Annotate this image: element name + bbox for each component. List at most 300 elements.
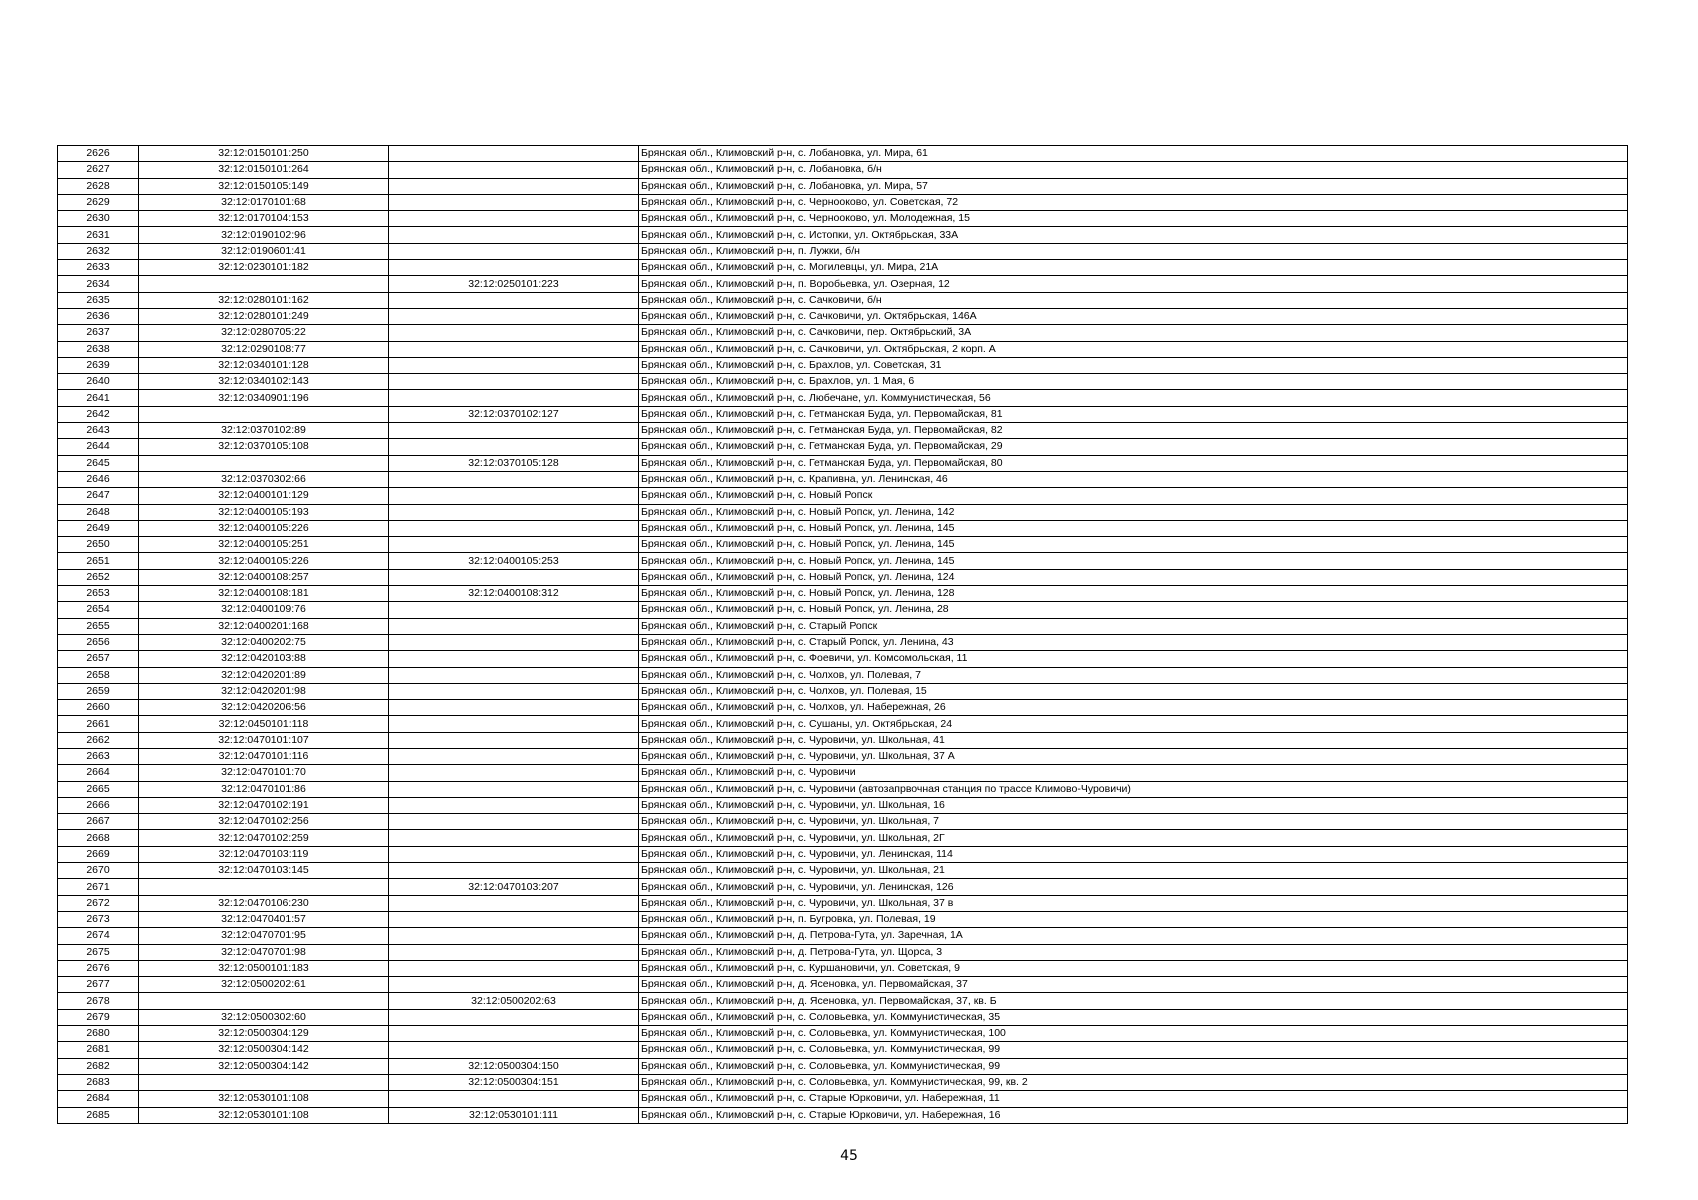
row-number-cell: 2638 [58, 341, 139, 357]
row-number-cell: 2675 [58, 944, 139, 960]
row-number-cell: 2679 [58, 1009, 139, 1025]
table-row [58, 439, 1628, 455]
cadastral-number-cell: 32:12:0470103:119 [139, 846, 389, 862]
cadastral-number-alt-cell [389, 390, 639, 406]
row-number-cell: 2667 [58, 814, 139, 830]
table-row [58, 928, 1628, 944]
address-cell: Брянская обл., Климовский р-н, с. Гетманская Буда, ул. Первомайская, 82 [639, 423, 1628, 439]
table-row [58, 634, 1628, 650]
row-number-cell: 2647 [58, 488, 139, 504]
row-number-cell: 2627 [58, 162, 139, 178]
table-row [58, 553, 1628, 569]
address-cell: Брянская обл., Климовский р-н, с. Чуровичи, ул. Ленинская, 126 [639, 879, 1628, 895]
cadastral-number-alt-cell [389, 520, 639, 536]
cadastral-number-cell: 32:12:0370102:89 [139, 423, 389, 439]
address-cell: Брянская обл., Климовский р-н, с. Брахлов, ул. Советская, 31 [639, 357, 1628, 373]
row-number-cell: 2631 [58, 227, 139, 243]
table-row [58, 406, 1628, 422]
address-cell: Брянская обл., Климовский р-н, п. Бугровка, ул. Полевая, 19 [639, 911, 1628, 927]
cadastral-number-alt-cell [389, 146, 639, 162]
row-number-cell: 2659 [58, 683, 139, 699]
table-row [58, 292, 1628, 308]
cadastral-number-cell: 32:12:0500202:61 [139, 977, 389, 993]
cadastral-number-alt-cell [389, 683, 639, 699]
row-number-cell: 2632 [58, 243, 139, 259]
table-row [58, 488, 1628, 504]
table-row [58, 162, 1628, 178]
address-cell: Брянская обл., Климовский р-н, с. Соловьевка, ул. Коммунистическая, 99 [639, 1058, 1628, 1074]
cadastral-number-alt-cell [389, 308, 639, 324]
cadastral-number-cell: 32:12:0530101:108 [139, 1107, 389, 1123]
row-number-cell: 2650 [58, 537, 139, 553]
row-number-cell: 2674 [58, 928, 139, 944]
cadastral-number-cell [139, 1074, 389, 1090]
address-cell: Брянская обл., Климовский р-н, с. Лобановка, ул. Мира, 61 [639, 146, 1628, 162]
cadastral-number-cell: 32:12:0470102:191 [139, 797, 389, 813]
cadastral-number-alt-cell: 32:12:0500202:63 [389, 993, 639, 1009]
address-cell: Брянская обл., Климовский р-н, с. Гетманская Буда, ул. Первомайская, 29 [639, 439, 1628, 455]
address-cell: Брянская обл., Климовский р-н, с. Брахлов, ул. 1 Мая, 6 [639, 374, 1628, 390]
address-cell: Брянская обл., Климовский р-н, с. Чернооково, ул. Молодежная, 15 [639, 211, 1628, 227]
table-row [58, 700, 1628, 716]
cadastral-number-cell: 32:12:0340102:143 [139, 374, 389, 390]
table-row [58, 1026, 1628, 1042]
row-number-cell: 2684 [58, 1091, 139, 1107]
address-cell: Брянская обл., Климовский р-н, с. Соловьевка, ул. Коммунистическая, 99 [639, 1042, 1628, 1058]
table-row [58, 1074, 1628, 1090]
address-cell: Брянская обл., Климовский р-н, с. Старый Ропск [639, 618, 1628, 634]
cadastral-number-cell: 32:12:0370105:108 [139, 439, 389, 455]
address-cell: Брянская обл., Климовский р-н, с. Чуровичи, ул. Школьная, 16 [639, 797, 1628, 813]
cadastral-number-cell: 32:12:0170104:153 [139, 211, 389, 227]
address-cell: Брянская обл., Климовский р-н, с. Сушаны, ул. Октябрьская, 24 [639, 716, 1628, 732]
row-number-cell: 2635 [58, 292, 139, 308]
table-row [58, 1091, 1628, 1107]
row-number-cell: 2676 [58, 960, 139, 976]
cadastral-number-cell: 32:12:0290108:77 [139, 341, 389, 357]
cadastral-number-cell [139, 406, 389, 422]
address-cell: Брянская обл., Климовский р-н, п. Лужки, б/н [639, 243, 1628, 259]
row-number-cell: 2663 [58, 748, 139, 764]
table-row [58, 537, 1628, 553]
row-number-cell: 2626 [58, 146, 139, 162]
address-cell: Брянская обл., Климовский р-н, с. Лобановка, ул. Мира, 57 [639, 178, 1628, 194]
cadastral-number-cell: 32:12:0400101:129 [139, 488, 389, 504]
cadastral-number-alt-cell [389, 194, 639, 210]
address-cell: Брянская обл., Климовский р-н, д. Ясеновка, ул. Первомайская, 37, кв. Б [639, 993, 1628, 1009]
cadastral-number-cell: 32:12:0420103:88 [139, 651, 389, 667]
cadastral-number-cell: 32:12:0340901:196 [139, 390, 389, 406]
address-cell: Брянская обл., Климовский р-н, с. Чолхов, ул. Полевая, 15 [639, 683, 1628, 699]
table-row [58, 243, 1628, 259]
address-cell: Брянская обл., Климовский р-н, с. Куршановичи, ул. Советская, 9 [639, 960, 1628, 976]
table-row [58, 797, 1628, 813]
row-number-cell: 2680 [58, 1026, 139, 1042]
cadastral-number-alt-cell: 32:12:0500304:150 [389, 1058, 639, 1074]
row-number-cell: 2661 [58, 716, 139, 732]
table-row [58, 520, 1628, 536]
table-row [58, 504, 1628, 520]
cadastral-number-cell: 32:12:0470106:230 [139, 895, 389, 911]
cadastral-number-cell: 32:12:0470101:86 [139, 781, 389, 797]
address-cell: Брянская обл., Климовский р-н, с. Старый Ропск, ул. Ленина, 43 [639, 634, 1628, 650]
table-row [58, 618, 1628, 634]
table-row [58, 260, 1628, 276]
cadastral-number-cell: 32:12:0470102:259 [139, 830, 389, 846]
address-cell: Брянская обл., Климовский р-н, с. Старые Юрковичи, ул. Набережная, 11 [639, 1091, 1628, 1107]
cadastral-number-cell: 32:12:0420201:98 [139, 683, 389, 699]
address-cell: Брянская обл., Климовский р-н, с. Чуровичи, ул. Школьная, 37 А [639, 748, 1628, 764]
cadastral-number-cell: 32:12:0470701:95 [139, 928, 389, 944]
cadastral-number-cell: 32:12:0230101:182 [139, 260, 389, 276]
table-row [58, 781, 1628, 797]
cadastral-number-alt-cell [389, 863, 639, 879]
table-row [58, 194, 1628, 210]
cadastral-number-cell: 32:12:0470101:107 [139, 732, 389, 748]
address-cell: Брянская обл., Климовский р-н, с. Чуровичи [639, 765, 1628, 781]
table-row [58, 276, 1628, 292]
cadastral-number-alt-cell [389, 846, 639, 862]
table-row [58, 211, 1628, 227]
row-number-cell: 2678 [58, 993, 139, 1009]
page-number: 45 [840, 1148, 858, 1164]
cadastral-number-cell [139, 879, 389, 895]
row-number-cell: 2672 [58, 895, 139, 911]
row-number-cell: 2643 [58, 423, 139, 439]
row-number-cell: 2682 [58, 1058, 139, 1074]
cadastral-number-alt-cell [389, 178, 639, 194]
cadastral-number-alt-cell [389, 602, 639, 618]
address-cell: Брянская обл., Климовский р-н, с. Новый Ропск, ул. Ленина, 145 [639, 537, 1628, 553]
table-row [58, 455, 1628, 471]
address-cell: Брянская обл., Климовский р-н, с. Соловьевка, ул. Коммунистическая, 35 [639, 1009, 1628, 1025]
row-number-cell: 2628 [58, 178, 139, 194]
row-number-cell: 2652 [58, 569, 139, 585]
table-row [58, 569, 1628, 585]
address-cell: Брянская обл., Климовский р-н, с. Крапивна, ул. Ленинская, 46 [639, 471, 1628, 487]
row-number-cell: 2658 [58, 667, 139, 683]
row-number-cell: 2633 [58, 260, 139, 276]
address-cell: Брянская обл., Климовский р-н, с. Старые Юрковичи, ул. Набережная, 16 [639, 1107, 1628, 1123]
cadastral-number-alt-cell: 32:12:0370102:127 [389, 406, 639, 422]
cadastral-number-alt-cell [389, 504, 639, 520]
cadastral-number-cell: 32:12:0150101:264 [139, 162, 389, 178]
address-cell: Брянская обл., Климовский р-н, с. Чуровичи, ул. Школьная, 21 [639, 863, 1628, 879]
cadastral-number-alt-cell [389, 471, 639, 487]
address-cell: Брянская обл., Климовский р-н, с. Гетманская Буда, ул. Первомайская, 81 [639, 406, 1628, 422]
cadastral-number-cell: 32:12:0400105:251 [139, 537, 389, 553]
address-cell: Брянская обл., Климовский р-н, с. Сачковичи, пер. Октябрьский, 3А [639, 325, 1628, 341]
cadastral-number-cell: 32:12:0400108:181 [139, 586, 389, 602]
address-cell: Брянская обл., Климовский р-н, с. Могилевцы, ул. Мира, 21А [639, 260, 1628, 276]
cadastral-number-cell: 32:12:0500304:142 [139, 1042, 389, 1058]
table-row [58, 960, 1628, 976]
cadastral-number-alt-cell [389, 944, 639, 960]
row-number-cell: 2665 [58, 781, 139, 797]
row-number-cell: 2639 [58, 357, 139, 373]
cadastral-number-cell: 32:12:0420206:56 [139, 700, 389, 716]
cadastral-number-cell: 32:12:0450101:118 [139, 716, 389, 732]
cadastral-number-alt-cell [389, 716, 639, 732]
cadastral-number-alt-cell [389, 357, 639, 373]
registry-body [58, 146, 1628, 1124]
row-number-cell: 2671 [58, 879, 139, 895]
cadastral-number-alt-cell [389, 977, 639, 993]
cadastral-number-alt-cell [389, 537, 639, 553]
table-row [58, 651, 1628, 667]
cadastral-number-alt-cell: 32:12:0400108:312 [389, 586, 639, 602]
address-cell: Брянская обл., Климовский р-н, с. Лобановка, б/н [639, 162, 1628, 178]
table-row [58, 146, 1628, 162]
cadastral-number-cell: 32:12:0400105:226 [139, 520, 389, 536]
row-number-cell: 2657 [58, 651, 139, 667]
cadastral-number-cell: 32:12:0500304:129 [139, 1026, 389, 1042]
address-cell: Брянская обл., Климовский р-н, с. Соловьевка, ул. Коммунистическая, 99, кв. 2 [639, 1074, 1628, 1090]
cadastral-number-alt-cell [389, 1026, 639, 1042]
cadastral-number-cell: 32:12:0150105:149 [139, 178, 389, 194]
row-number-cell: 2636 [58, 308, 139, 324]
cadastral-number-cell: 32:12:0150101:250 [139, 146, 389, 162]
table-row [58, 1058, 1628, 1074]
cadastral-number-cell: 32:12:0170101:68 [139, 194, 389, 210]
cadastral-number-alt-cell [389, 781, 639, 797]
cadastral-number-alt-cell [389, 667, 639, 683]
address-cell: Брянская обл., Климовский р-н, с. Чолхов, ул. Набережная, 26 [639, 700, 1628, 716]
cadastral-number-cell: 32:12:0370302:66 [139, 471, 389, 487]
address-cell: Брянская обл., Климовский р-н, с. Новый Ропск, ул. Ленина, 142 [639, 504, 1628, 520]
row-number-cell: 2660 [58, 700, 139, 716]
cadastral-number-cell: 32:12:0530101:108 [139, 1091, 389, 1107]
table-row [58, 1042, 1628, 1058]
cadastral-number-alt-cell [389, 960, 639, 976]
cadastral-number-cell: 32:12:0190601:41 [139, 243, 389, 259]
row-number-cell: 2640 [58, 374, 139, 390]
cadastral-number-cell: 32:12:0470101:70 [139, 765, 389, 781]
table-row [58, 846, 1628, 862]
row-number-cell: 2637 [58, 325, 139, 341]
table-row [58, 911, 1628, 927]
cadastral-number-cell: 32:12:0500302:60 [139, 1009, 389, 1025]
cadastral-number-cell: 32:12:0500101:183 [139, 960, 389, 976]
address-cell: Брянская обл., Климовский р-н, с. Гетманская Буда, ул. Первомайская, 80 [639, 455, 1628, 471]
cadastral-number-cell: 32:12:0400108:257 [139, 569, 389, 585]
row-number-cell: 2673 [58, 911, 139, 927]
cadastral-number-cell: 32:12:0470102:256 [139, 814, 389, 830]
table-row [58, 602, 1628, 618]
table-row [58, 814, 1628, 830]
row-number-cell: 2681 [58, 1042, 139, 1058]
row-number-cell: 2655 [58, 618, 139, 634]
row-number-cell: 2648 [58, 504, 139, 520]
cadastral-number-alt-cell [389, 634, 639, 650]
table-row [58, 357, 1628, 373]
table-row [58, 732, 1628, 748]
cadastral-number-alt-cell [389, 928, 639, 944]
cadastral-number-cell: 32:12:0400109:76 [139, 602, 389, 618]
row-number-cell: 2634 [58, 276, 139, 292]
row-number-cell: 2656 [58, 634, 139, 650]
row-number-cell: 2668 [58, 830, 139, 846]
row-number-cell: 2644 [58, 439, 139, 455]
table-row [58, 586, 1628, 602]
table-row [58, 879, 1628, 895]
cadastral-number-alt-cell: 32:12:0530101:111 [389, 1107, 639, 1123]
address-cell: Брянская обл., Климовский р-н, с. Новый Ропск, ул. Ленина, 28 [639, 602, 1628, 618]
row-number-cell: 2629 [58, 194, 139, 210]
cadastral-number-alt-cell [389, 374, 639, 390]
row-number-cell: 2683 [58, 1074, 139, 1090]
address-cell: Брянская обл., Климовский р-н, с. Чернооково, ул. Советская, 72 [639, 194, 1628, 210]
cadastral-number-alt-cell [389, 341, 639, 357]
cadastral-number-alt-cell [389, 325, 639, 341]
cadastral-number-alt-cell [389, 1009, 639, 1025]
address-cell: Брянская обл., Климовский р-н, д. Петрова-Гута, ул. Заречная, 1А [639, 928, 1628, 944]
cadastral-number-alt-cell [389, 732, 639, 748]
address-cell: Брянская обл., Климовский р-н, д. Петрова-Гута, ул. Щорса, 3 [639, 944, 1628, 960]
cadastral-number-cell: 32:12:0470103:145 [139, 863, 389, 879]
row-number-cell: 2669 [58, 846, 139, 862]
address-cell: Брянская обл., Климовский р-н, с. Чолхов, ул. Полевая, 7 [639, 667, 1628, 683]
row-number-cell: 2670 [58, 863, 139, 879]
table-row [58, 944, 1628, 960]
cadastral-number-alt-cell: 32:12:0400105:253 [389, 553, 639, 569]
table-row [58, 178, 1628, 194]
cadastral-number-alt-cell [389, 488, 639, 504]
cadastral-number-alt-cell [389, 651, 639, 667]
table-row [58, 716, 1628, 732]
address-cell: Брянская обл., Климовский р-н, с. Новый Ропск, ул. Ленина, 145 [639, 553, 1628, 569]
cadastral-number-cell: 32:12:0400105:193 [139, 504, 389, 520]
table-row [58, 748, 1628, 764]
address-cell: Брянская обл., Климовский р-н, с. Чуровичи, ул. Школьная, 7 [639, 814, 1628, 830]
address-cell: Брянская обл., Климовский р-н, с. Чуровичи, ул. Школьная, 37 в [639, 895, 1628, 911]
cadastral-number-cell: 32:12:0400105:226 [139, 553, 389, 569]
address-cell: Брянская обл., Климовский р-н, с. Новый Ропск, ул. Ленина, 128 [639, 586, 1628, 602]
cadastral-number-cell: 32:12:0280101:249 [139, 308, 389, 324]
cadastral-number-cell: 32:12:0400202:75 [139, 634, 389, 650]
row-number-cell: 2653 [58, 586, 139, 602]
cadastral-number-alt-cell [389, 895, 639, 911]
row-number-cell: 2685 [58, 1107, 139, 1123]
cadastral-number-alt-cell [389, 797, 639, 813]
row-number-cell: 2664 [58, 765, 139, 781]
table-row [58, 993, 1628, 1009]
table-row [58, 1107, 1628, 1123]
cadastral-number-alt-cell [389, 423, 639, 439]
row-number-cell: 2677 [58, 977, 139, 993]
table-row [58, 374, 1628, 390]
row-number-cell: 2654 [58, 602, 139, 618]
table-row [58, 683, 1628, 699]
address-cell: Брянская обл., Климовский р-н, с. Чуровичи, ул. Ленинская, 114 [639, 846, 1628, 862]
cadastral-number-alt-cell [389, 1091, 639, 1107]
address-cell: Брянская обл., Климовский р-н, с. Чуровичи, ул. Школьная, 2Г [639, 830, 1628, 846]
cadastral-number-cell: 32:12:0500304:142 [139, 1058, 389, 1074]
row-number-cell: 2642 [58, 406, 139, 422]
row-number-cell: 2646 [58, 471, 139, 487]
cadastral-number-cell: 32:12:0340101:128 [139, 357, 389, 373]
cadastral-number-alt-cell: 32:12:0250101:223 [389, 276, 639, 292]
cadastral-number-cell: 32:12:0400201:168 [139, 618, 389, 634]
row-number-cell: 2666 [58, 797, 139, 813]
cadastral-number-cell: 32:12:0280101:162 [139, 292, 389, 308]
cadastral-number-alt-cell [389, 243, 639, 259]
table-row [58, 423, 1628, 439]
address-cell: Брянская обл., Климовский р-н, с. Соловьевка, ул. Коммунистическая, 100 [639, 1026, 1628, 1042]
table-row [58, 471, 1628, 487]
cadastral-number-cell: 32:12:0470701:98 [139, 944, 389, 960]
cadastral-number-cell: 32:12:0280705:22 [139, 325, 389, 341]
table-row [58, 341, 1628, 357]
cadastral-number-alt-cell [389, 292, 639, 308]
address-cell: Брянская обл., Климовский р-н, д. Ясеновка, ул. Первомайская, 37 [639, 977, 1628, 993]
cadastral-number-alt-cell [389, 830, 639, 846]
address-cell: Брянская обл., Климовский р-н, с. Сачковичи, ул. Октябрьская, 2 корп. А [639, 341, 1628, 357]
table-row [58, 390, 1628, 406]
address-cell: Брянская обл., Климовский р-н, с. Чуровичи, ул. Школьная, 41 [639, 732, 1628, 748]
row-number-cell: 2645 [58, 455, 139, 471]
cadastral-number-alt-cell [389, 1042, 639, 1058]
cadastral-number-alt-cell [389, 911, 639, 927]
cadastral-number-alt-cell [389, 748, 639, 764]
cadastral-number-alt-cell [389, 439, 639, 455]
cadastral-number-cell: 32:12:0420201:89 [139, 667, 389, 683]
address-cell: Брянская обл., Климовский р-н, с. Истопки, ул. Октябрьская, 33А [639, 227, 1628, 243]
address-cell: Брянская обл., Климовский р-н, с. Сачковичи, б/н [639, 292, 1628, 308]
table-row [58, 1009, 1628, 1025]
table-row [58, 308, 1628, 324]
cadastral-number-alt-cell [389, 227, 639, 243]
cadastral-number-cell [139, 993, 389, 1009]
cadastral-number-cell: 32:12:0190102:96 [139, 227, 389, 243]
cadastral-number-alt-cell [389, 260, 639, 276]
address-cell: Брянская обл., Климовский р-н, с. Сачковичи, ул. Октябрьская, 146А [639, 308, 1628, 324]
table-row [58, 227, 1628, 243]
address-cell: Брянская обл., Климовский р-н, с. Новый Ропск, ул. Ленина, 145 [639, 520, 1628, 536]
cadastral-number-alt-cell [389, 569, 639, 585]
row-number-cell: 2651 [58, 553, 139, 569]
address-cell: Брянская обл., Климовский р-н, с. Любечане, ул. Коммунистическая, 56 [639, 390, 1628, 406]
address-cell: Брянская обл., Климовский р-н, с. Фоевичи, ул. Комсомольская, 11 [639, 651, 1628, 667]
table-row [58, 863, 1628, 879]
table-row [58, 667, 1628, 683]
registry-table [57, 145, 1628, 1124]
cadastral-number-alt-cell [389, 211, 639, 227]
row-number-cell: 2662 [58, 732, 139, 748]
table-row [58, 830, 1628, 846]
cadastral-number-alt-cell [389, 618, 639, 634]
table-row [58, 325, 1628, 341]
table-row [58, 977, 1628, 993]
table-row [58, 895, 1628, 911]
address-cell: Брянская обл., Климовский р-н, с. Чуровичи (автозапрвочная станция по трассе Климово-Чуровичи) [639, 781, 1628, 797]
cadastral-number-cell [139, 276, 389, 292]
address-cell: Брянская обл., Климовский р-н, с. Новый Ропск [639, 488, 1628, 504]
cadastral-number-cell: 32:12:0470101:116 [139, 748, 389, 764]
cadastral-number-alt-cell: 32:12:0500304:151 [389, 1074, 639, 1090]
cadastral-number-cell: 32:12:0470401:57 [139, 911, 389, 927]
cadastral-number-alt-cell [389, 700, 639, 716]
row-number-cell: 2649 [58, 520, 139, 536]
address-cell: Брянская обл., Климовский р-н, с. Новый Ропск, ул. Ленина, 124 [639, 569, 1628, 585]
cadastral-number-alt-cell: 32:12:0470103:207 [389, 879, 639, 895]
cadastral-number-alt-cell [389, 162, 639, 178]
cadastral-number-cell [139, 455, 389, 471]
table-row [58, 765, 1628, 781]
address-cell: Брянская обл., Климовский р-н, п. Воробьевка, ул. Озерная, 12 [639, 276, 1628, 292]
row-number-cell: 2641 [58, 390, 139, 406]
cadastral-number-alt-cell: 32:12:0370105:128 [389, 455, 639, 471]
